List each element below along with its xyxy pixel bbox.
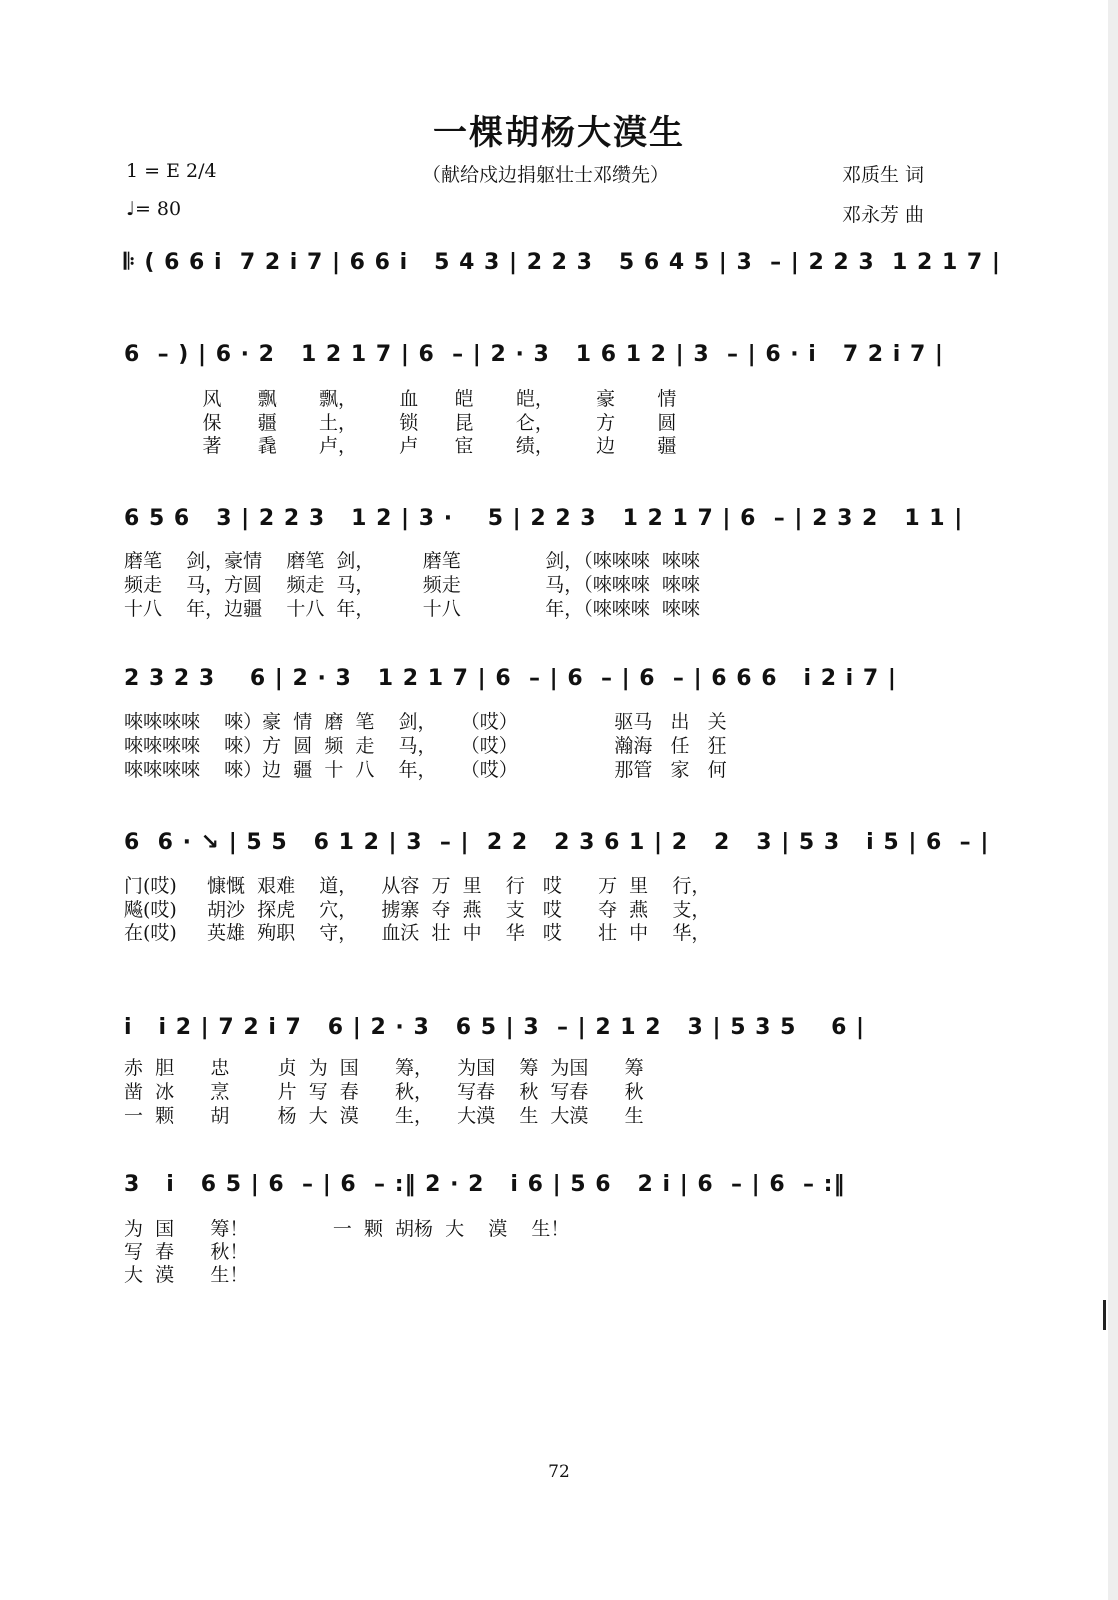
lyric-line: 风 飘 飘， 血 皑 皑， 豪 情 xyxy=(124,388,677,410)
lyric-line: 保 疆 土， 锁 昆 仑， 方 圆 xyxy=(124,412,677,434)
lyric-line: 磨笔 剑，豪情 磨笔 剑， 磨笔 剑，（唻唻唻 唻唻 xyxy=(124,550,700,572)
lyric-line: 一 颗 胡 杨 大 漠 生， 大漠 生 大漠 生 xyxy=(124,1105,644,1127)
page-edge xyxy=(1108,0,1118,1600)
lyric-line: 大 漠 生！ xyxy=(124,1264,249,1286)
tempo: ♩= 80 xyxy=(126,198,182,220)
lyric-line: 飚(哎) 胡沙 探虎 穴， 掳寨 夺 燕 支 哎 夺 燕 支， xyxy=(124,899,711,921)
notation-row-4: 2 3 2 3 6 | 2 · 3 1 2 1 7 | 6 – | 6 – | 6 – | 6 6 6 i 2 i 7 | xyxy=(124,666,897,691)
page-number: 72 xyxy=(548,1462,570,1482)
lyric-line: 赤 胆 忠 贞 为 国 筹， 为国 筹 为国 筹 xyxy=(124,1057,644,1079)
notation-row-1: 𝄆 ( 6 6 i 7 2 i 7 | 6 6 i 5 4 3 | 2 2 3 5 6 4 5 | 3 – | 2 2 3 1 2 1 7 | xyxy=(124,250,1001,275)
notation-row-3: 6 5 6 3 | 2 2 3 1 2 | 3 · 5 | 2 2 3 1 2 1 7 | 6 – | 2 3 2 1 1 | xyxy=(124,506,964,531)
notation-row-2: 6 – ) | 6 · 2 1 2 1 7 | 6 – | 2 · 3 1 6 1 2 | 3 – | 6 · i 7 2 i 7 | xyxy=(124,342,944,367)
song-title: 一棵胡杨大漠生 xyxy=(433,113,685,153)
composer: 邓永芳 曲 xyxy=(842,204,925,226)
lyric-line: 唻唻唻唻 唻）方 圆 频 走 马， （哎） 瀚海 任 狂 xyxy=(124,735,727,757)
lyric-line: 为 国 筹！ 一 颗 胡杨 大 漠 生！ xyxy=(124,1218,570,1240)
notation-row-7: 3 i 6 5 | 6 – | 6 – :‖ 2 · 2 i 6 | 5 6 2 i | 6 – | 6 – :‖ xyxy=(124,1172,846,1197)
lyric-line: 频走 马，方圆 频走 马， 频走 马，（唻唻唻 唻唻 xyxy=(124,574,700,596)
key-signature: 1 = E 2/4 xyxy=(126,160,217,182)
lyric-line: 门(哎) 慷慨 艰难 道， 从容 万 里 行 哎 万 里 行， xyxy=(124,875,711,897)
lyric-line: 著 毳 卢， 卢 宦 绩， 边 疆 xyxy=(124,435,677,457)
lyric-line: 唻唻唻唻 唻）豪 情 磨 笔 剑， （哎） 驱马 出 关 xyxy=(124,711,727,733)
lyric-line: 凿 冰 烹 片 写 春 秋， 写春 秋 写春 秋 xyxy=(124,1081,644,1103)
lyric-line: 唻唻唻唻 唻）边 疆 十 八 年， （哎） 那管 家 何 xyxy=(124,759,727,781)
scan-mark xyxy=(1103,1300,1106,1330)
dedication: （献给戍边捐躯壮士邓缵先） xyxy=(422,164,670,186)
notation-row-6: i i 2 | 7 2 i 7 6 | 2 · 3 6 5 | 3 – | 2 1 2 3 | 5 3 5 6 | xyxy=(124,1015,866,1040)
lyricist: 邓质生 词 xyxy=(842,164,925,186)
notation-row-5: 6 6 · ↘ | 5 5 6 1 2 | 3 – | 2 2 2 3 6 1 | 2 2 3 | 5 3 i 5 | 6 – | xyxy=(124,830,990,855)
lyric-line: 写 春 秋！ xyxy=(124,1241,249,1263)
lyric-line: 十八 年，边疆 十八 年， 十八 年，（唻唻唻 唻唻 xyxy=(124,598,700,620)
lyric-line: 在(哎) 英雄 殉职 守， 血沃 壮 中 华 哎 壮 中 华， xyxy=(124,922,711,944)
